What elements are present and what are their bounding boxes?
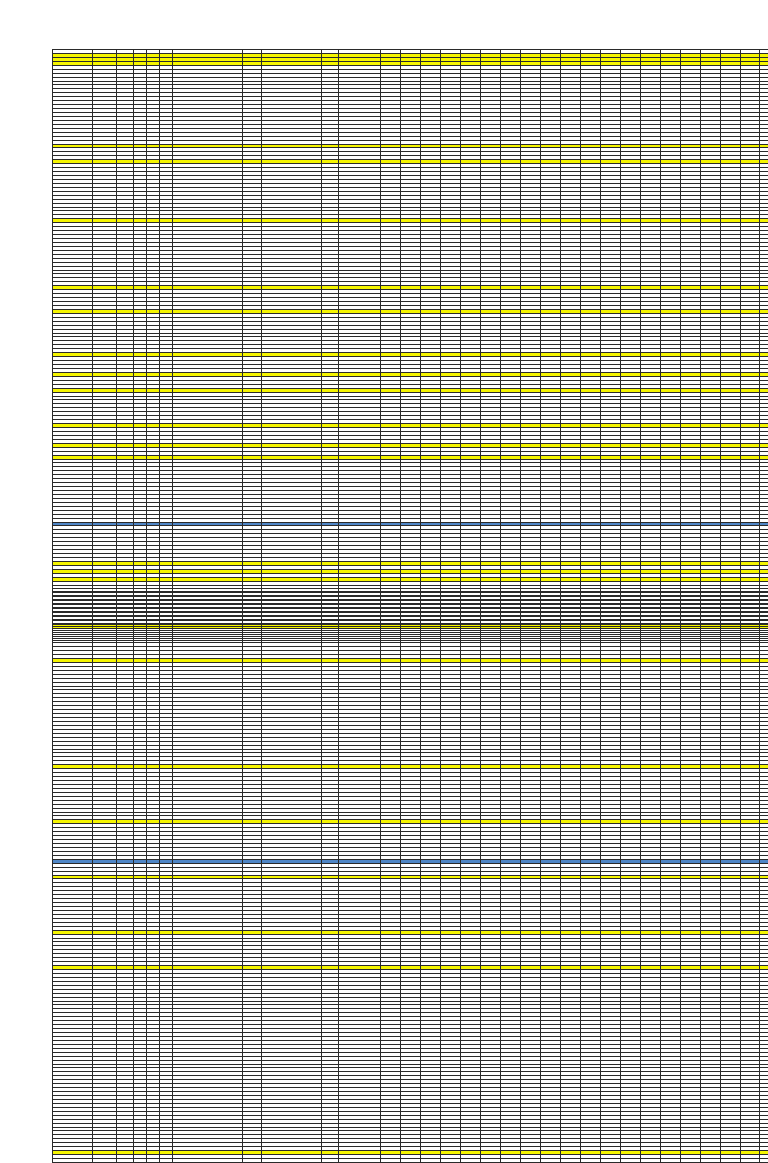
- spreadsheet-page-2: [52, 591, 768, 1163]
- page-gap: [0, 495, 768, 590]
